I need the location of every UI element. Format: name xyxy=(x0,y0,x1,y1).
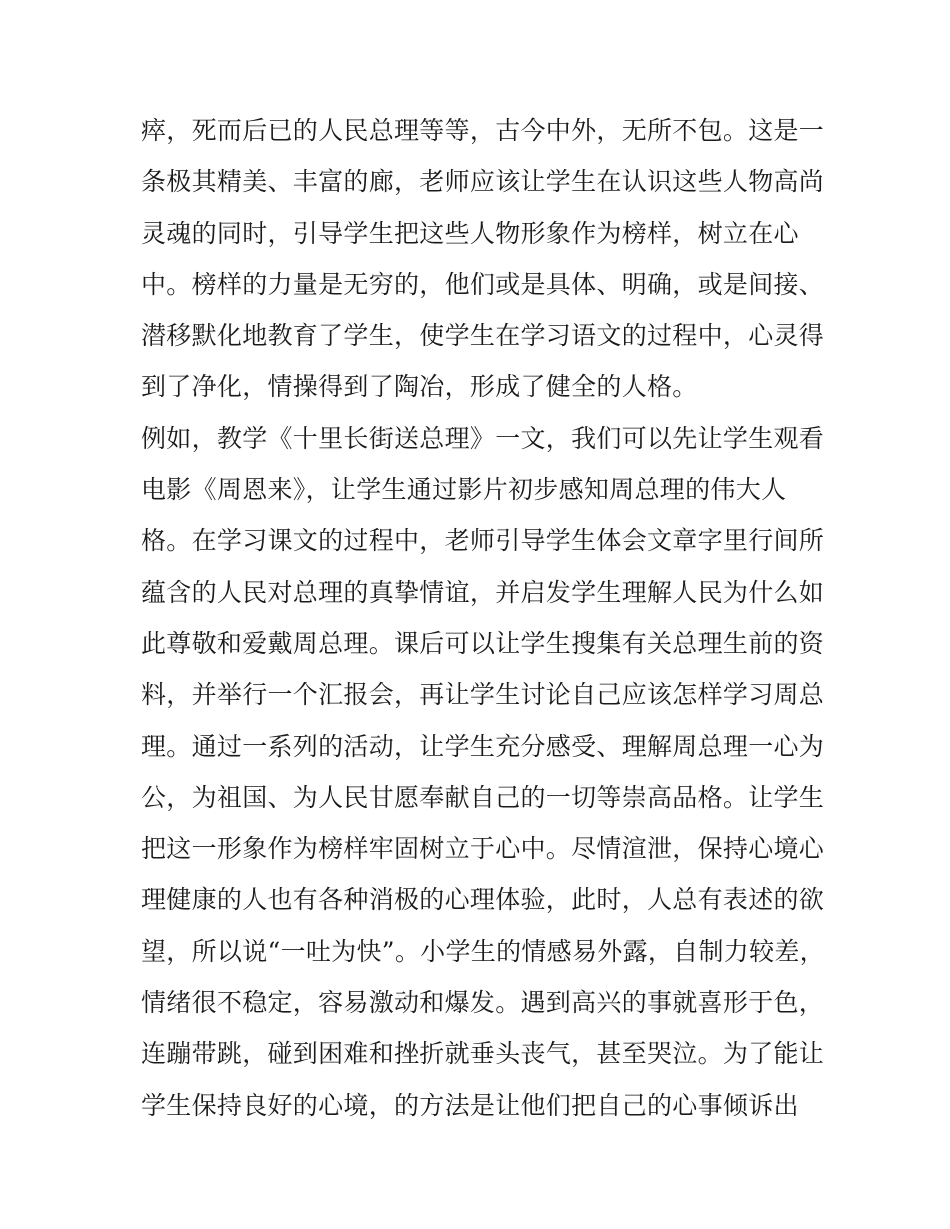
text-line: 蕴含的人民对总理的真挚情谊，并启发学生理解人民为什么如 xyxy=(141,577,825,607)
text-line: 公，为祖国、为人民甘愿奉献自己的一切等崇高品格。让学生 xyxy=(141,782,825,812)
text-line: 情绪很不稳定，容易激动和爆发。遇到高兴的事就喜形于色， xyxy=(141,988,825,1018)
text-line: 望，所以说“一吐为快”。小学生的情感易外露，自制力较差， xyxy=(141,936,825,966)
text-line: 潜移默化地教育了学生，使学生在学习语文的过程中，心灵得 xyxy=(141,321,825,351)
text-line: 电影《周恩来》，让学生通过影片初步感知周总理的伟大人 xyxy=(141,475,787,505)
text-line: 例如，教学《十里长街送总理》一文，我们可以先让学生观看 xyxy=(141,423,825,453)
text-line: 学生保持良好的心境，的方法是让他们把自己的心事倾诉出 xyxy=(141,1090,799,1120)
text-line: 中。榜样的力量是无穷的，他们或是具体、明确，或是间接、 xyxy=(141,269,825,299)
text-line: 此尊敬和爱戴周总理。课后可以让学生搜集有关总理生前的资 xyxy=(141,628,825,658)
text-line: 料，并举行一个汇报会，再让学生讨论自己应该怎样学习周总 xyxy=(141,680,825,710)
text-line: 格。在学习课文的过程中，老师引导学生体会文章字里行间所 xyxy=(141,526,825,556)
text-line: 条极其精美、丰富的廊，老师应该让学生在认识这些人物高尚 xyxy=(141,167,825,197)
text-line: 瘁，死而后已的人民总理等等，古今中外，无所不包。这是一 xyxy=(141,116,825,145)
text-line: 到了净化，情操得到了陶冶，形成了健全的人格。 xyxy=(141,372,698,402)
text-line: 把这一形象作为榜样牢固树立于心中。尽情渲泄，保持心境心 xyxy=(141,834,825,864)
body-text xyxy=(141,105,825,1131)
text-line: 连蹦带跳，碰到困难和挫折就垂头丧气，甚至哭泣。为了能让 xyxy=(141,1039,825,1069)
text-line: 理健康的人也有各种消极的心理体验，此时，人总有表述的欲 xyxy=(141,885,825,915)
text-line: 理。通过一系列的活动，让学生充分感受、理解周总理一心为 xyxy=(141,731,825,761)
text-line: 灵魂的同时，引导学生把这些人物形象作为榜样，树立在心 xyxy=(141,218,799,248)
